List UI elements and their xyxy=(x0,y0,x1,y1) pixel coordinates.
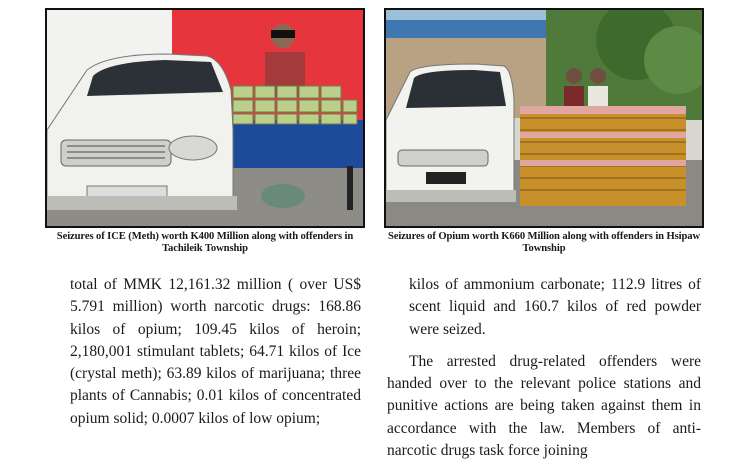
figure-caption-right: Seizures of Opium worth K660 Million along with offenders in Hsipaw Township xyxy=(387,231,701,254)
figure-caption-left: Seizures of ICE (Meth) worth K400 Million along with offenders in Tachileik Township xyxy=(56,231,354,254)
text-column-right xyxy=(387,274,701,472)
opium-stack xyxy=(520,106,686,206)
body-paragraph: The arrested drug-related offenders were handed over to the relevant police stations and punitive actions are being taken against them in accordance with the law. Members of anti-narcotic drugs task force joining xyxy=(387,352,701,460)
figure-right xyxy=(384,8,704,254)
seized-meth-car-photo xyxy=(45,8,365,228)
photo-illustration xyxy=(386,10,702,226)
figure-left xyxy=(45,8,365,254)
photo-illustration xyxy=(47,10,363,226)
body-paragraph: kilos of ammonium carbonate; 112.9 litres of scent liquid and 160.7 kilos of red powder were seized. xyxy=(409,276,701,338)
body-paragraph: total of MMK 12,161.32 million ( over US$ 5.791 million) worth narcotic drugs: 168.86 kilos of opium; 109.45 kilos of heroin; 2,180,001 stimulant tablets; 64.71 kilos of Ice (crystal meth); 63.89 kilos of marijuana; three plants of Cannabis; 0.01 kilos of concentrated opium solid; 0.0007 kilos of low opium; xyxy=(70,276,361,427)
text-column-left xyxy=(70,274,361,440)
seized-opium-car-photo xyxy=(384,8,704,228)
